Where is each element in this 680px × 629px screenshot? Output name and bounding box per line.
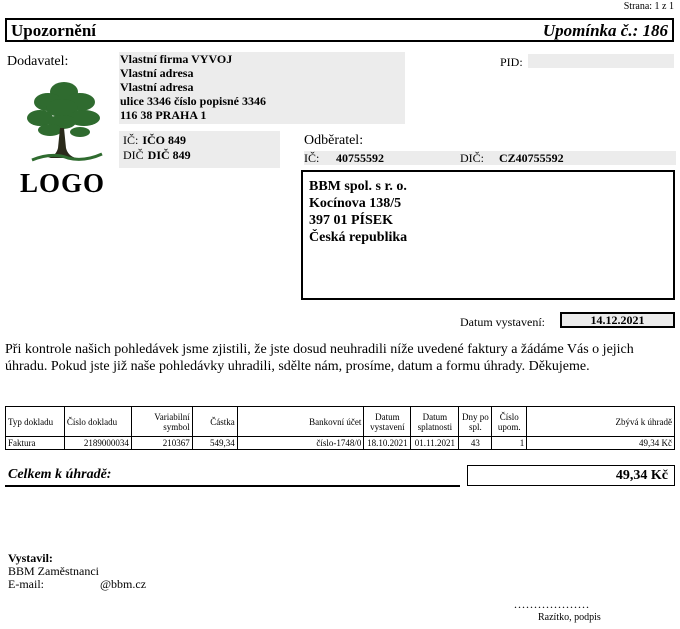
table-cell: 210367: [131, 437, 192, 450]
col-header: Dny po spl.: [459, 407, 492, 437]
supplier-label: Dodavatel:: [7, 54, 69, 69]
supplier-ids: [119, 131, 280, 168]
customer-line: Kocínova 138/5: [309, 196, 402, 211]
issued-by-name: BBM Zaměstnanci: [8, 564, 99, 578]
email-value: @bbm.cz: [100, 577, 147, 591]
customer-line: 397 01 PÍSEK: [309, 213, 394, 228]
customer-line: Česká republika: [309, 230, 408, 245]
customer-ids: [304, 151, 676, 165]
pid-label: PID:: [500, 55, 523, 69]
supplier-line: Vlastní adresa: [120, 66, 194, 80]
total-label: Celkem k úhradě:: [8, 467, 112, 482]
tree-icon: [22, 78, 106, 166]
supplier-line: Vlastní firma VYVOJ: [120, 52, 233, 66]
issued-by-label: Vystavil:: [8, 551, 53, 565]
customer-ico-label: IČ:: [304, 151, 320, 165]
pid-value: [528, 54, 674, 68]
table-cell: číslo-1748/0: [237, 437, 364, 450]
col-header: Bankovní účet: [237, 407, 364, 437]
issued-by: [8, 551, 147, 591]
title-bar: [5, 18, 674, 42]
total-divider: [5, 485, 460, 487]
col-header: Variabilní symbol: [131, 407, 192, 437]
table-cell: 49,34 Kč: [527, 437, 675, 450]
col-header: Částka: [192, 407, 237, 437]
reminder-number: Upomínka č.: 186: [542, 21, 668, 40]
customer-ico: 40755592: [336, 151, 384, 165]
table-cell: Faktura: [6, 437, 65, 450]
issue-date-value: 14.12.2021: [560, 312, 675, 328]
total-value: 49,34 Kč: [467, 465, 675, 486]
col-header: Číslo dokladu: [64, 407, 131, 437]
customer-line: BBM spol. s r. o.: [309, 179, 407, 194]
table-cell: 1: [492, 437, 527, 450]
customer-address-box: [301, 170, 675, 300]
supplier-line: ulice 3346 číslo popisné 3346: [120, 94, 267, 108]
table-cell: 2189000034: [64, 437, 131, 450]
col-header: Zbývá k úhradě: [527, 407, 675, 437]
customer-label: Odběratel:: [304, 133, 364, 148]
signature-line: ...................: [514, 597, 590, 611]
supplier-line: Vlastní adresa: [120, 80, 194, 94]
logo-text: LOGO: [20, 168, 106, 198]
table-header-row: [6, 407, 675, 437]
issue-date-label: Datum vystavení:: [460, 315, 545, 329]
col-header: Datum vystavení: [364, 407, 411, 437]
email-label: E-mail:: [8, 577, 44, 591]
supplier-ico: IČO 849: [142, 133, 187, 147]
table-cell: 18.10.2021: [364, 437, 411, 450]
supplier-dic-label: DIČ: [123, 148, 144, 162]
invoice-table: [5, 406, 675, 450]
table-cell: 43: [459, 437, 492, 450]
supplier-address: [119, 52, 405, 124]
col-header: Datum splatnosti: [411, 407, 459, 437]
table-row: [6, 437, 675, 450]
signature-label: Razítko, podpis: [538, 612, 601, 623]
table-cell: 549,34: [192, 437, 237, 450]
col-header: Typ dokladu: [6, 407, 65, 437]
supplier-dic: DIČ 849: [147, 148, 191, 162]
customer-dic: CZ40755592: [499, 151, 564, 165]
table-cell: 01.11.2021: [411, 437, 459, 450]
supplier-ico-label: IČ:: [123, 133, 139, 147]
document-title: Upozornění: [11, 21, 96, 40]
col-header: Číslo upom.: [492, 407, 527, 437]
intro-text: Při kontrole našich pohledávek jsme zjistili, že jste dosud neuhradili níže uvedené faktury a žádáme Vás o jejich úhradu. Pokud jste již naše pohledávky uhradili, sdělte nám, prosíme, datum a formu úhrady. Děkujeme.: [5, 342, 634, 374]
supplier-line: 116 38 PRAHA 1: [120, 108, 207, 122]
customer-dic-label: DIČ:: [460, 151, 484, 165]
page-number: Strana: 1 z 1: [623, 1, 674, 12]
